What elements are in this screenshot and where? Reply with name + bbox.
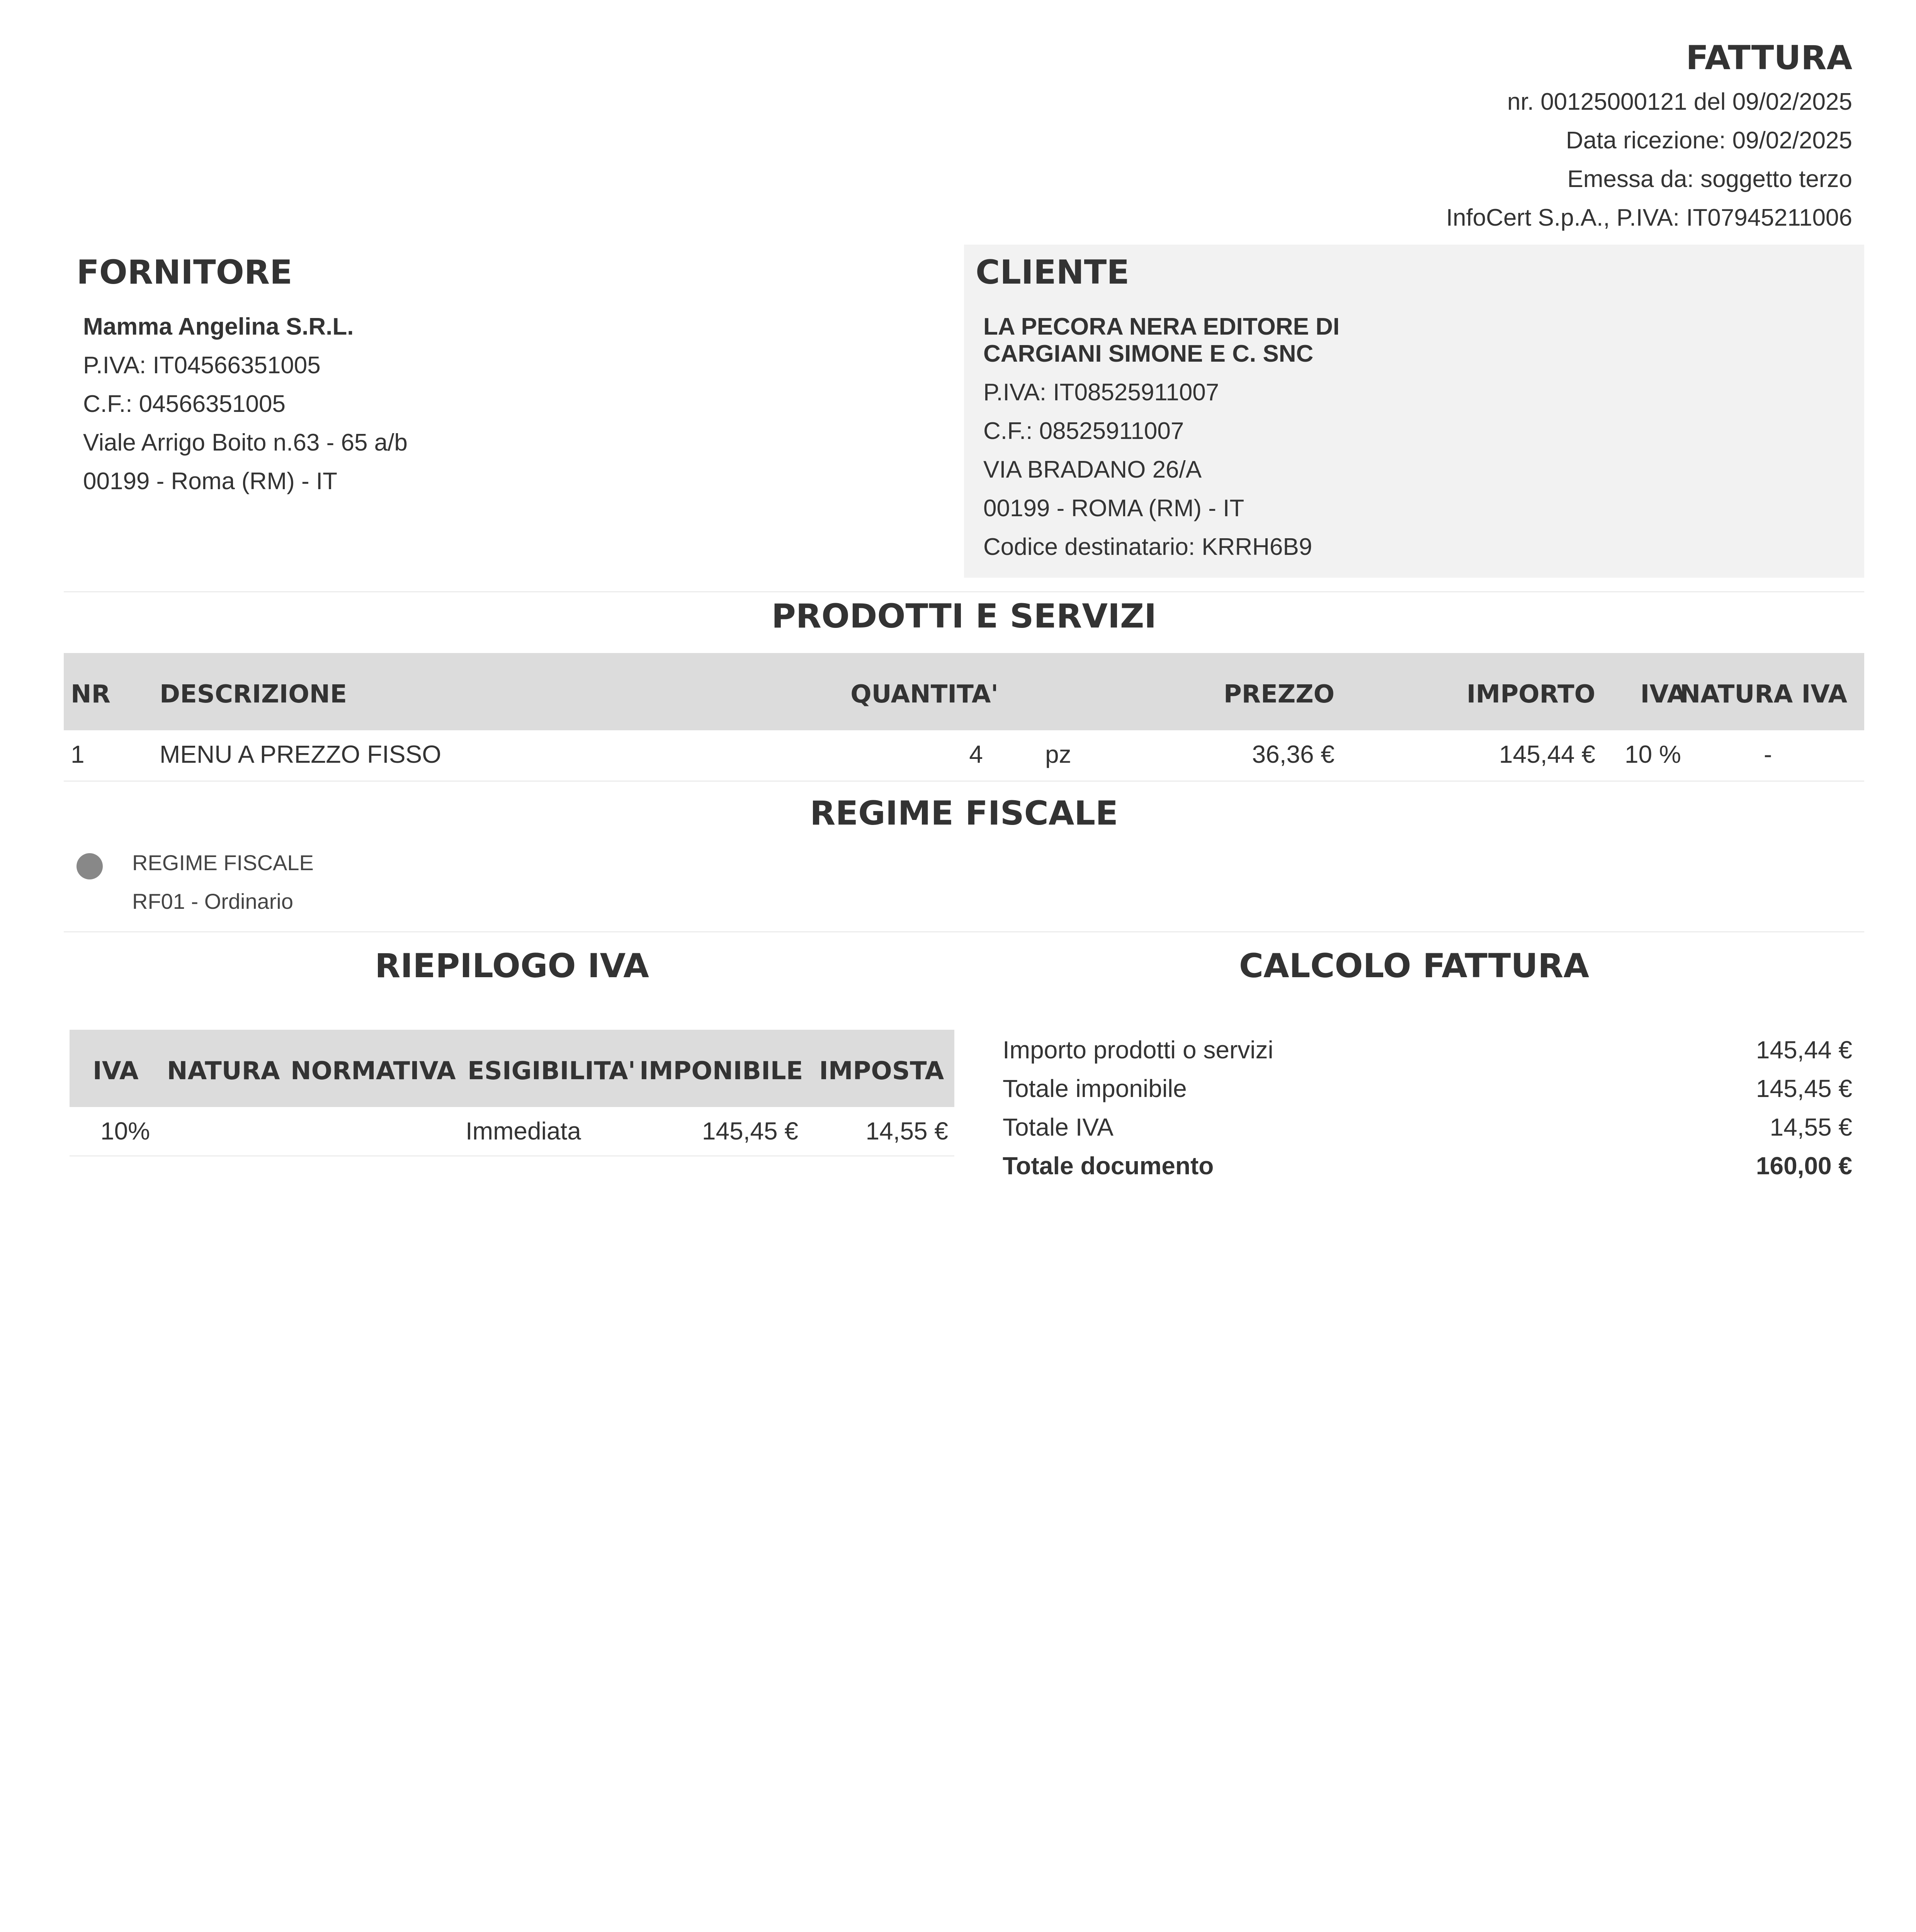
regime-label: REGIME FISCALE <box>132 850 314 875</box>
fornitore-title: FORNITORE <box>77 253 292 292</box>
cliente-piva: P.IVA: IT08525911007 <box>983 379 1219 406</box>
cell-nr: 1 <box>71 740 85 768</box>
cell-unita: pz <box>1045 740 1071 768</box>
col-natura: NATURA <box>167 1057 280 1085</box>
calcolo-title: CALCOLO FATTURA <box>1239 947 1590 985</box>
invoice-number: nr. 00125000121 del 09/02/2025 <box>1507 88 1852 115</box>
reception-date: Data ricezione: 09/02/2025 <box>1566 127 1852 154</box>
cliente-box <box>964 245 1864 578</box>
cell-natura-iva: - <box>1764 740 1772 768</box>
cell-iva: 10% <box>100 1117 150 1145</box>
divider <box>70 1155 954 1156</box>
prodotti-title: PRODOTTI E SERVIZI <box>771 597 1157 636</box>
calcolo-value: 145,45 € <box>1756 1075 1852 1102</box>
totale-documento-label: Totale documento <box>1003 1152 1214 1180</box>
cliente-address: VIA BRADANO 26/A <box>983 456 1202 483</box>
fornitore-piva: P.IVA: IT04566351005 <box>83 352 321 379</box>
cell-iva: 10 % <box>1625 740 1681 768</box>
col-normativa: NORMATIVA <box>291 1057 456 1085</box>
fornitore-cf: C.F.: 04566351005 <box>83 391 286 417</box>
col-iva: IVA <box>93 1057 139 1085</box>
divider <box>64 931 1864 932</box>
calcolo-value: 14,55 € <box>1770 1113 1852 1141</box>
col-quantita: QUANTITA' <box>850 680 998 709</box>
riepilogo-iva-title: RIEPILOGO IVA <box>375 947 649 985</box>
cliente-title: CLIENTE <box>976 253 1130 292</box>
divider <box>64 591 1864 592</box>
cell-quantita: 4 <box>969 740 983 768</box>
cliente-cf: C.F.: 08525911007 <box>983 418 1184 444</box>
col-prezzo: PREZZO <box>1223 680 1335 709</box>
col-nr: NR <box>71 680 111 709</box>
divider <box>64 781 1864 782</box>
calcolo-label: Importo prodotti o servizi <box>1003 1036 1273 1064</box>
fornitore-address: Viale Arrigo Boito n.63 - 65 a/b <box>83 429 408 456</box>
col-imposta: IMPOSTA <box>819 1057 944 1085</box>
bullet-icon <box>77 853 103 879</box>
cell-prezzo: 36,36 € <box>1252 740 1335 768</box>
cliente-name-line1: LA PECORA NERA EDITORE DI <box>983 313 1340 340</box>
calcolo-label: Totale IVA <box>1003 1113 1114 1141</box>
col-natura-iva: NATURA IVA <box>1680 680 1847 709</box>
cliente-name-line2: CARGIANI SIMONE E C. SNC <box>983 340 1314 367</box>
issuer-info: InfoCert S.p.A., P.IVA: IT07945211006 <box>1446 204 1852 231</box>
col-esigibilita: ESIGIBILITA' <box>468 1057 636 1085</box>
col-importo: IMPORTO <box>1466 680 1595 709</box>
col-descrizione: DESCRIZIONE <box>160 680 347 709</box>
calcolo-value: 145,44 € <box>1756 1036 1852 1064</box>
cliente-city: 00199 - ROMA (RM) - IT <box>983 495 1244 522</box>
regime-value: RF01 - Ordinario <box>132 889 294 913</box>
cell-imponibile: 145,45 € <box>702 1117 798 1145</box>
totale-documento-value: 160,00 € <box>1756 1152 1852 1180</box>
issued-by: Emessa da: soggetto terzo <box>1567 166 1852 192</box>
cliente-codice-destinatario: Codice destinatario: KRRH6B9 <box>983 534 1312 560</box>
cell-importo: 145,44 € <box>1499 740 1595 768</box>
invoice-title: FATTURA <box>1686 39 1852 77</box>
calcolo-label: Totale imponibile <box>1003 1075 1187 1102</box>
fornitore-city: 00199 - Roma (RM) - IT <box>83 468 338 495</box>
col-iva: IVA <box>1640 680 1686 709</box>
fornitore-name: Mamma Angelina S.R.L. <box>83 313 354 340</box>
cell-descrizione: MENU A PREZZO FISSO <box>160 740 441 768</box>
regime-title: REGIME FISCALE <box>810 794 1118 833</box>
col-imponibile: IMPONIBILE <box>639 1057 803 1085</box>
cell-esigibilita: Immediata <box>466 1117 581 1145</box>
cell-imposta: 14,55 € <box>865 1117 948 1145</box>
